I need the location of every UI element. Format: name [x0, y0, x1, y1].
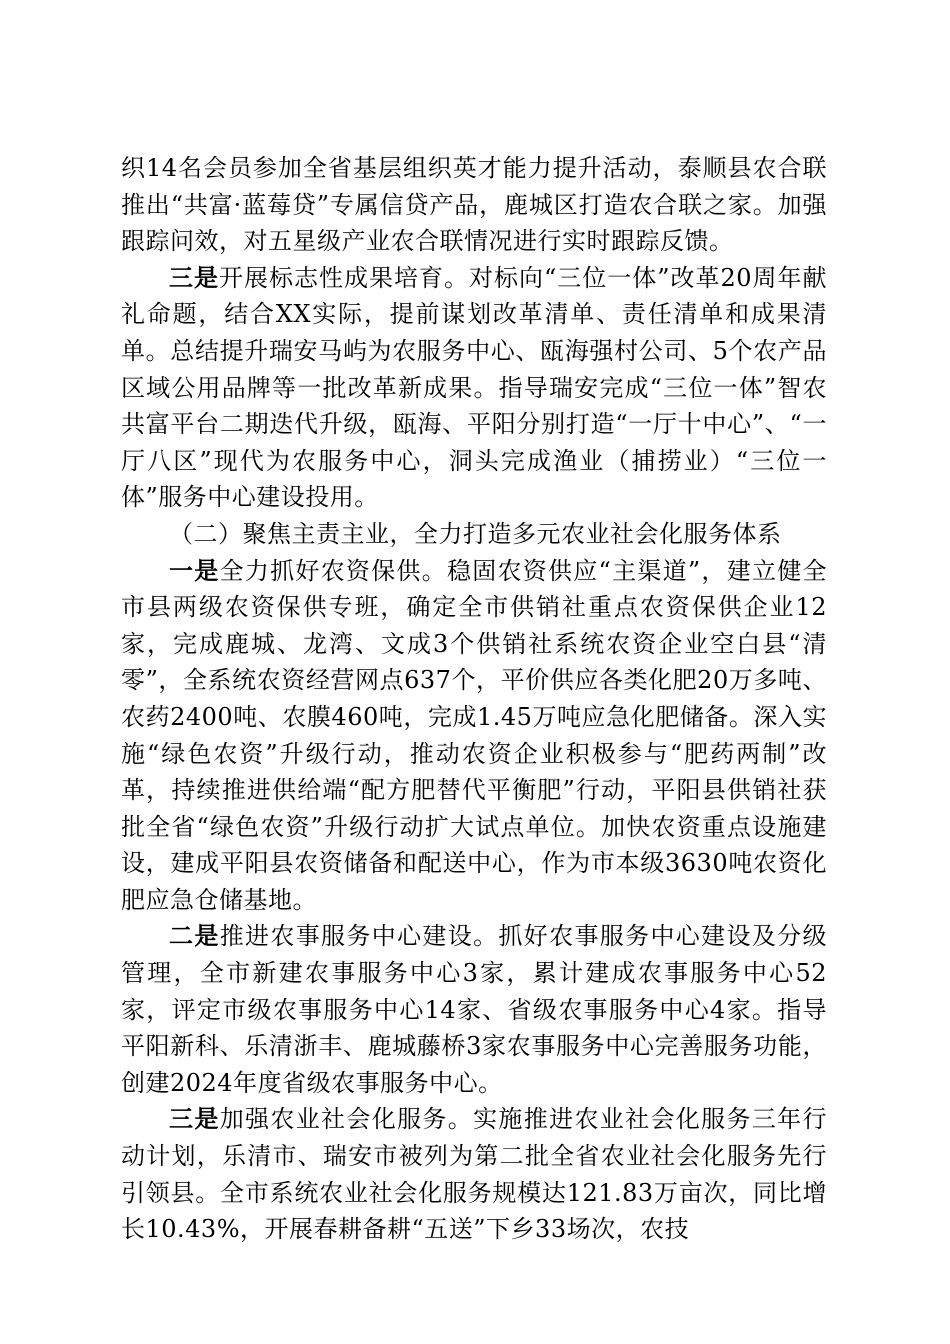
paragraph-lead: 一是 [169, 555, 220, 585]
paragraph-text: 推进农事服务中心建设。抓好农事服务中心建设及分级管理，全市新建农事服务中心3家，累计建成农事服务中心52家，评定市级农事服务中心14家、省级农事服务中心4家。指导平阳新科、乐清浙丰、鹿城藤桥3家农事服务中心完善服务功能，创建2024年度省级农事服务中心。 [121, 922, 828, 1097]
document-page [121, 150, 827, 1248]
paragraph-agri-supply [121, 553, 827, 919]
paragraph-lead: 三是 [169, 1104, 220, 1134]
paragraph-lead: 三是 [169, 262, 219, 292]
section-heading [121, 516, 827, 553]
paragraph-social-services [121, 1101, 827, 1247]
paragraph-milestone-results [121, 260, 827, 516]
paragraph-text: 织14名会员参加全省基层组织英才能力提升活动，泰顺县农合联推出“共富·蓝莓贷”专属信贷产品，鹿城区打造农合联之家。加强跟踪问效，对五星级产业农合联情况进行实时跟踪反馈。 [121, 154, 827, 256]
section-heading-text: （二）聚焦主责主业，全力打造多元农业社会化服务体系 [169, 519, 782, 548]
paragraph-text: 全力抓好农资保供。稳固农资供应“主渠道”，建立健全市县两级农资保供专班，确定全市供销社重点农资保供企业12家，完成鹿城、龙湾、文成3个供销社系统农资企业空白县“清零”，全系统农资经营网点637个，平价供应各类化肥20万多吨、农药2400吨、农膜460吨，完成1.45万吨应急化肥储备。深入实施“绿色农资”升级行动，推动农资企业积极参与“肥药两制”改革，持续推进供给端“配方肥替代平衡肥”行动，平阳县供销社获批全省“绿色农资”升级行动扩大试点单位。加快农资重点设施建设，建成平阳县农资储备和配送中心，作为市本级3630吨农资化肥应急仓储基地。 [121, 556, 828, 914]
paragraph-text: 开展标志性成果培育。对标向“三位一体”改革20周年献礼命题，结合XX实际，提前谋划改革清单、责任清单和成果清单。总结提升瑞安马屿为农服务中心、瓯海强村公司、5个农产品区域公用品牌等一批改革新成果。指导瑞安完成“三位一体”智农共富平台二期迭代升级，瓯海、平阳分别打造“一厅十中心”、“一厅八区”现代为农服务中心，洞头完成渔业（捕捞业）“三位一体”服务中心建设投用。 [121, 263, 828, 512]
paragraph-lead: 二是 [169, 921, 220, 951]
paragraph-continued [121, 150, 827, 260]
paragraph-text: 加强农业社会化服务。实施推进农业社会化服务三年行动计划，乐清市、瑞安市被列为第二批全省农业社会化服务先行引领县。全市系统农业社会化服务规模达121.83万亩次，同比增长10.43%，开展春耕备耕“五送”下乡33场次，农技 [121, 1105, 828, 1244]
paragraph-service-centers [121, 918, 827, 1101]
